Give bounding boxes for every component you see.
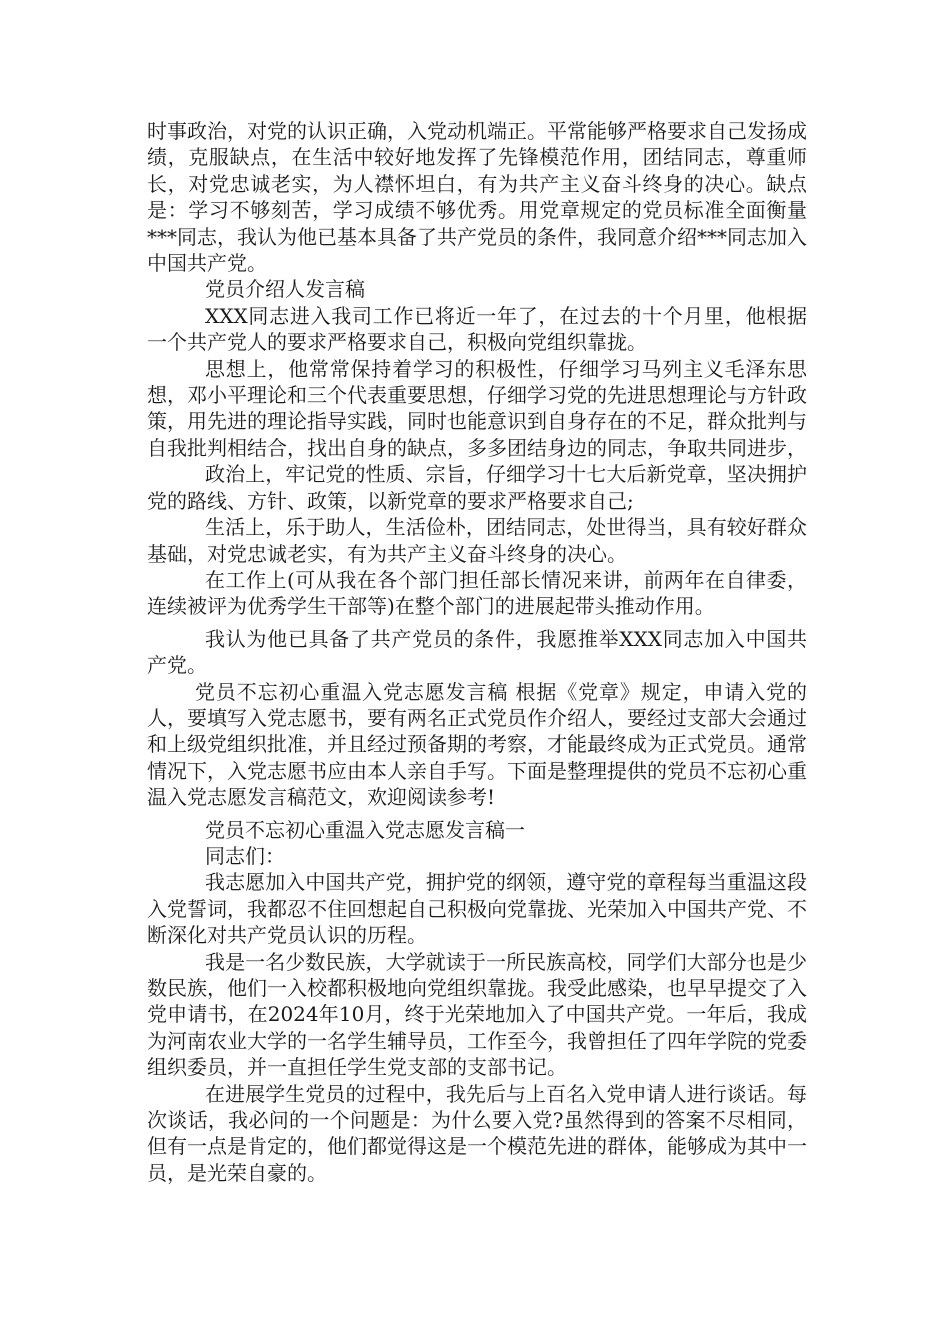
paragraph-oath: 我志愿加入中国共产党，拥护党的纲领，遵守党的章程每当重温这段入党誓词，我都忍不住回想起自己积极向党靠拢、光荣加入中国共产党、不断深化对共产党员认识的历程。	[147, 870, 807, 948]
paragraph-life: 生活上，乐于助人，生活俭朴，团结同志，处世得当，具有较好群众基础，对党忠诚老实，有为共产主义奋斗终身的决心。	[147, 515, 807, 566]
paragraph-politics: 政治上，牢记党的性质、宗旨，仔细学习十七大后新党章，坚决拥护党的路线、方针、政策，以新党章的要求严格要求自己;	[147, 462, 807, 513]
section-heading-speech-one: 党员不忘初心重温入党志愿发言稿一	[205, 817, 525, 842]
section-heading-introducer-speech: 党员介绍人发言稿	[205, 277, 365, 302]
paragraph-intro: 时事政治，对党的认识正确，入党动机端正。平常能够严格要求自己发扬成绩，克服缺点，在生活中较好地发挥了先锋模范作用，团结同志，尊重师长，对党忠诚老实，为人襟怀坦白，有为共产主义奋斗终身的决心。缺点是：学习不够刻苦，学习成绩不够优秀。用党章规定的党员标准全面衡量***同志，我认为他已基本具备了共产党员的条件，我同意介绍***同志加入中国共产党。	[147, 119, 807, 276]
paragraph-colleague-intro: XXX同志进入我司工作已将近一年了，在过去的十个月里，他根据一个共产党人的要求严格要求自己，积极向党组织靠拢。	[147, 303, 807, 355]
document-body	[147, 118, 807, 1186]
paragraph-interviews: 在进展学生党员的过程中，我先后与上百名入党申请人进行谈话。每次谈话，我必问的一个问题是：为什么要入党?虽然得到的答案不尽相同，但有一点是肯定的，他们都觉得这是一个模范先进的群体，能够成为其中一员，是光荣自豪的。	[147, 1081, 807, 1185]
paragraph-salutation: 同志们：	[205, 843, 285, 868]
paragraph-recommendation: 我认为他已具备了共产党员的条件，我愿推举XXX同志加入中国共产党。	[147, 626, 807, 678]
paragraph-ideology: 思想上，他常常保持着学习的积极性，仔细学习马列主义毛泽东思想，邓小平理论和三个代表重要思想，仔细学习党的先进思想理论与方针政策，用先进的理论指导实践，同时也能意识到自身存在的不足，群众批判与自我批判相结合，找出自身的缺点，多多团结身边的同志，争取共同进步，	[147, 356, 807, 460]
paragraph-oath-intro: 党员不忘初心重温入党志愿发言稿 根据《党章》规定，申请入党的人，要填写入党志愿书，要有两名正式党员作介绍人，要经过支部大会通过和上级党组织批准，并且经过预备期的考察，才能最终成为正式党员。通常情况下，入党志愿书应由本人亲自手写。下面是整理提供的党员不忘初心重温入党志愿发言稿范文，欢迎阅读参考!	[147, 679, 807, 810]
paragraph-work: 在工作上(可从我在各个部门担任部长情况来讲，前两年在自律委，连续被评为优秀学生干部等)在整个部门的进展起带头推动作用。	[147, 567, 807, 619]
paragraph-background: 我是一名少数民族，大学就读于一所民族高校，同学们大部分也是少数民族，他们一入校都积极地向党组织靠拢。我受此感染，也早早提交了入党申请书，在2024年10月，终于光荣地加入了中国共产党。一年后，我成为河南农业大学的一名学生辅导员，工作至今，我曾担任了四年学院的党委组织委员，并一直担任学生党支部的支部书记。	[147, 949, 807, 1080]
